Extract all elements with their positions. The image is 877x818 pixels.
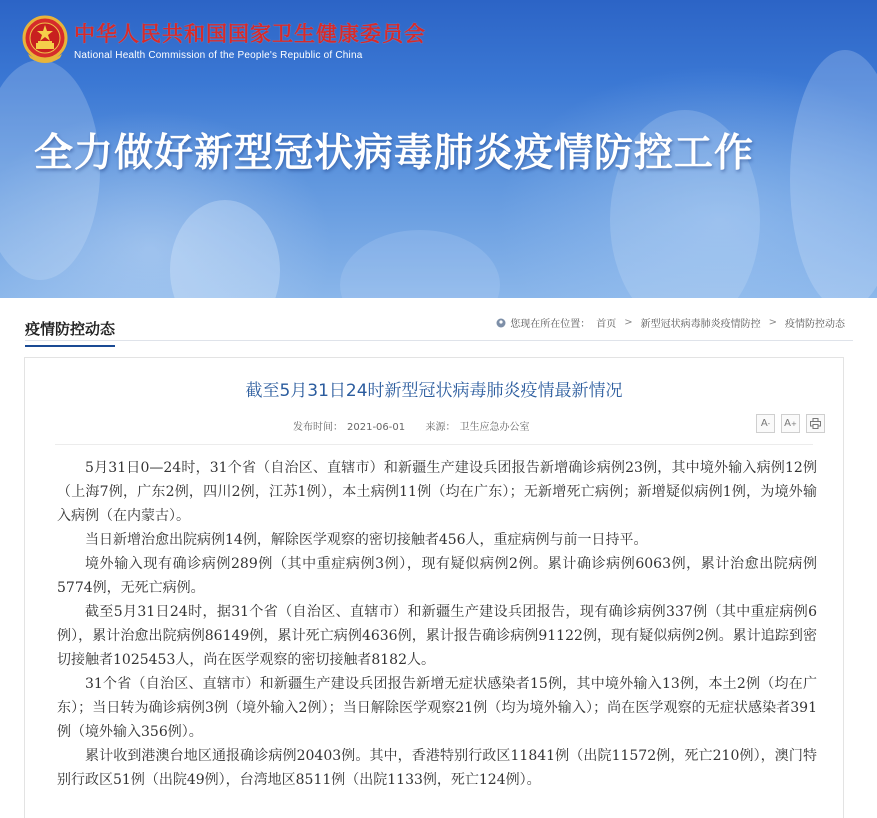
- breadcrumb-separator: >: [624, 317, 633, 328]
- article-paragraph: 累计收到港澳台地区通报确诊病例20403例。其中，香港特别行政区11841例（出院11572例，死亡210例），澳门特别行政区51例（出院49例），台湾地区8511例（出院1133例，死亡124例）。: [57, 748, 817, 788]
- breadcrumb: [496, 315, 845, 330]
- font-decrease-button[interactable]: [756, 414, 775, 433]
- banner-slogan: 全力做好新型冠状病毒肺炎疫情防控工作: [34, 131, 755, 176]
- section-divider: [25, 340, 853, 341]
- source-value: 卫生应急办公室: [459, 422, 530, 433]
- font-increase-button[interactable]: [781, 414, 800, 433]
- breadcrumb-home[interactable]: 首页: [596, 319, 617, 330]
- section-title: 疫情防控动态: [25, 318, 115, 347]
- print-icon: [810, 418, 821, 429]
- article-paragraph: 5月31日0—24时，31个省（自治区、直辖市）和新疆生产建设兵团报告新增确诊病例23例，其中境外输入病例12例（上海7例，广东2例，四川2例，江苏1例），本土病例11例（均在广东）；无新增死亡病例；新增疑似病例1例，为境外输入病例（在内蒙古）。: [57, 460, 817, 524]
- publish-date: 2021-06-01: [347, 422, 406, 433]
- publish-label: 发布时间：: [293, 422, 343, 433]
- article-paragraph: 当日新增治愈出院病例14例，解除医学观察的密切接触者456人，重症病例与前一日持平。: [85, 532, 648, 548]
- national-emblem-icon: [22, 14, 68, 66]
- article-paragraph: 31个省（自治区、直辖市）和新疆生产建设兵团报告新增无症状感染者15例，其中境外输入13例，本土2例（均在广东）；当日转为确诊病例3例（境外输入2例）；当日解除医学观察21例（均为境外输入）；尚在医学观察的无症状感染者391例（境外输入356例）。: [57, 676, 817, 740]
- banner-figure: [340, 230, 500, 298]
- breadcrumb-separator: >: [768, 317, 777, 328]
- article-paragraph: 截至5月31日24时，据31个省（自治区、直辖市）和新疆生产建设兵团报告，现有确诊病例337例（其中重症病例6例），累计治愈出院病例86149例，累计死亡病例4636例，累计报告确诊病例91122例，现有疑似病例2例。累计追踪到密切接触者1025453人，尚在医学观察的密切接触者8182人。: [57, 604, 817, 668]
- article-meta: [293, 418, 534, 433]
- banner-figure: [790, 50, 877, 298]
- org-name-en: National Health Commission of the People's Republic of China: [74, 50, 363, 61]
- breadcrumb-current[interactable]: 疫情防控动态: [785, 319, 845, 330]
- font-decrease-letter: A: [760, 418, 768, 429]
- breadcrumb-covid-prevention[interactable]: 新型冠状病毒肺炎疫情防控: [640, 319, 761, 330]
- article-tools: [756, 414, 825, 433]
- article-body: [57, 456, 817, 792]
- banner-figure: [170, 200, 280, 298]
- font-increase-sign: +: [790, 419, 797, 428]
- article-container: [24, 357, 844, 818]
- header-banner: [0, 0, 877, 298]
- font-increase-letter: A: [784, 418, 791, 429]
- source-label: 来源：: [425, 422, 456, 433]
- org-name-cn: 中华人民共和国国家卫生健康委员会: [74, 22, 426, 46]
- breadcrumb-prefix: 您现在所在位置：: [510, 319, 591, 330]
- print-button[interactable]: [806, 414, 825, 433]
- article-paragraph: 境外输入现有确诊病例289例（其中重症病例3例），现有疑似病例2例。累计确诊病例6063例，累计治愈出院病例5774例，无死亡病例。: [57, 556, 817, 596]
- font-decrease-sign: -: [767, 419, 771, 428]
- meta-divider: [55, 444, 813, 445]
- article-title: 截至5月31日24时新型冠状病毒肺炎疫情最新情况: [245, 381, 623, 401]
- location-pin-icon: [496, 318, 506, 328]
